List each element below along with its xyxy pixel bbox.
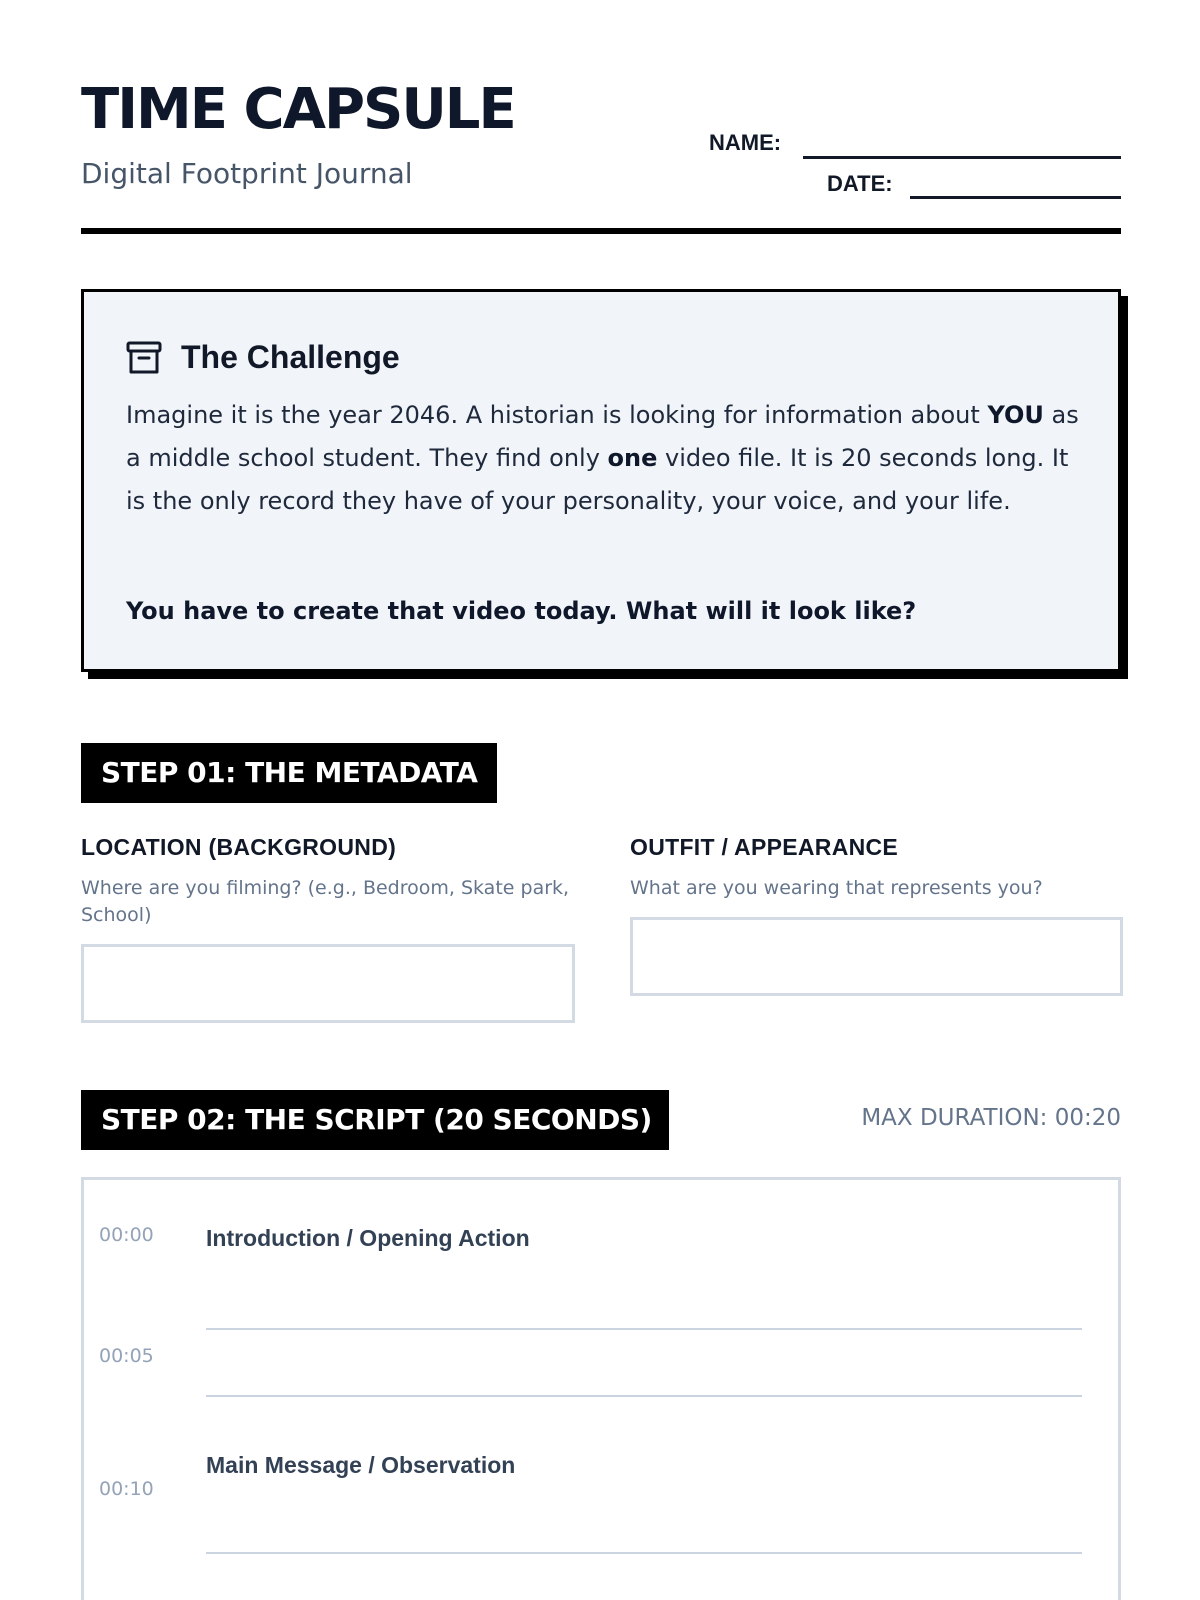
name-label: NAME: xyxy=(709,130,782,155)
segment-label-main: Main Message / Observation xyxy=(206,1452,516,1478)
date-label: DATE: xyxy=(827,171,893,196)
emphasis-you: YOU xyxy=(987,401,1044,429)
challenge-title: The Challenge xyxy=(181,339,400,375)
segment-label-intro: Introduction / Opening Action xyxy=(206,1225,530,1251)
outfit-hint: What are you wearing that represents you? xyxy=(630,877,1043,899)
location-label: LOCATION (BACKGROUND) xyxy=(81,834,397,860)
script-write-line[interactable] xyxy=(206,1328,1082,1330)
timestamp: 00:00 xyxy=(99,1224,154,1246)
location-hint: Where are you filming? (e.g., Bedroom, Skate park, School) xyxy=(81,877,570,926)
step-02-header: STEP 02: THE SCRIPT (20 SECONDS) xyxy=(81,1090,669,1150)
timestamp: 00:05 xyxy=(99,1345,154,1367)
script-write-line[interactable] xyxy=(206,1395,1082,1397)
archive-box-icon xyxy=(126,340,162,376)
outfit-input[interactable] xyxy=(630,917,1123,996)
timestamp: 00:10 xyxy=(99,1478,154,1500)
outfit-label: OUTFIT / APPEARANCE xyxy=(630,834,899,860)
page-title: TIME CAPSULE xyxy=(81,77,515,142)
emphasis-one: one xyxy=(607,444,658,472)
location-input[interactable] xyxy=(81,944,575,1023)
date-field[interactable] xyxy=(910,196,1121,199)
challenge-box xyxy=(81,289,1121,672)
name-field[interactable] xyxy=(803,156,1121,159)
max-duration-label: MAX DURATION: 00:20 xyxy=(861,1105,1121,1131)
challenge-question: You have to create that video today. What will it look like? xyxy=(126,597,917,625)
script-write-line[interactable] xyxy=(206,1552,1082,1554)
header-divider xyxy=(81,228,1121,234)
challenge-body: Imagine it is the year 2046. A historian is looking for information about YOU as a middle school student. They find only one video file. It is 20 seconds long. It is the only record they have of your personality, your voice, and your life. xyxy=(126,401,1079,515)
script-timeline xyxy=(81,1177,1121,1600)
page-subtitle: Digital Footprint Journal xyxy=(81,157,413,190)
step-01-header: STEP 01: THE METADATA xyxy=(81,743,497,803)
